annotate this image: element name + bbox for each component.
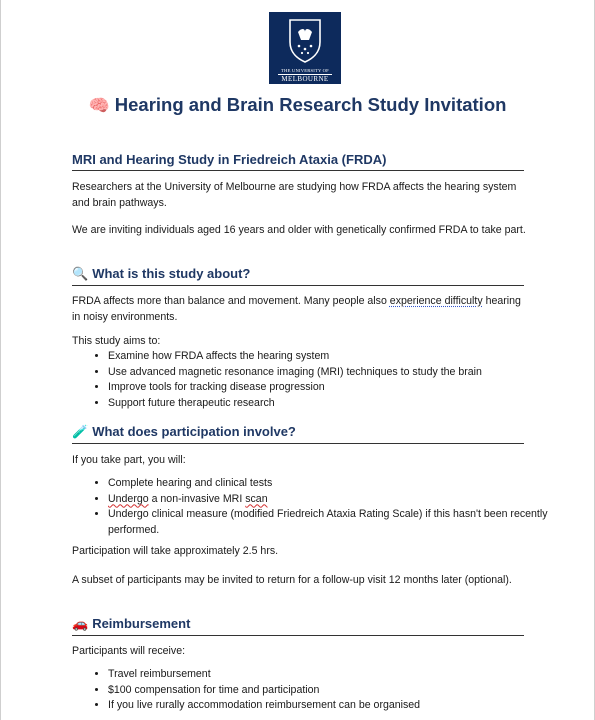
logo-line-1: THE UNIVERSITY OF [281,68,329,73]
page-title [0,94,595,116]
list-item: • Complete hearing and clinical tests [108,476,548,492]
list-item: • Examine how FRDA affects the hearing system [108,349,548,365]
about-paragraph-1 [72,294,527,325]
brain-icon: 🧠 [88,96,110,115]
list-item: • $100 compensation for time and participation [108,683,548,699]
intro-paragraph-2: We are inviting individuals aged 16 years and older with genetically confirmed FRDA to take part. [72,224,526,236]
participation-paragraph-1: If you take part, you will: [72,454,186,466]
list-item: • If you live rurally accommodation reimbursement can be organised [108,698,548,714]
intro-paragraph-1: Researchers at the University of Melbourne are studying how FRDA affects the hearing system and brain pathways. [72,181,517,209]
university-logo [269,12,341,84]
about-p1-text-b: experience difficulty [389,295,483,307]
test-tube-icon: 🧪 [72,424,89,439]
list-item: • Use advanced magnetic resonance imaging (MRI) techniques to study the brain [108,365,548,381]
magnifier-icon: 🔍 [72,266,89,281]
item-text-b: a non-invasive MRI [148,492,246,505]
participation-list [90,476,548,539]
list-item: • Undergo clinical measure (modified Friedreich Ataxia Rating Scale) if this hasn't been recently performed. [108,507,548,538]
list-item: • Travel reimbursement [108,667,548,683]
about-heading-text: What is this study about? [92,266,251,281]
about-paragraph-2: This study aims to: [72,335,161,347]
about-p1-text-a: FRDA affects more than balance and movement. Many people also [72,295,390,307]
section-heading-participation [72,424,524,444]
participation-paragraph-2: Participation will take approximately 2.5 hrs. [72,545,279,557]
list-item: • Improve tools for tracking disease progression [108,380,548,396]
reimbursement-paragraph-1: Participants will receive: [72,645,186,657]
list-item: • Support future therapeutic research [108,396,548,412]
section-heading-reimbursement [72,616,524,636]
reimbursement-heading-text: Reimbursement [92,616,191,631]
crest-icon [287,18,323,64]
item-text-c: scan [245,492,268,505]
car-icon: 🚗 [72,616,89,631]
reimbursement-list [90,667,548,714]
aims-list [90,349,548,412]
section-heading-main: MRI and Hearing Study in Friedreich Ataxia (FRDA) [72,152,524,171]
participation-heading-text: What does participation involve? [92,424,296,439]
about-p1-text-c: hearing in noisy environments. [72,295,521,323]
list-item [108,492,548,508]
logo-line-2: MELBOURNE [278,74,332,83]
participation-paragraph-3: A subset of participants may be invited to return for a follow-up visit 12 months later (optional). [72,574,512,586]
item-text-a: Undergo [108,492,149,505]
page-title-text: Hearing and Brain Research Study Invitation [114,94,507,115]
section-heading-about [72,266,524,286]
